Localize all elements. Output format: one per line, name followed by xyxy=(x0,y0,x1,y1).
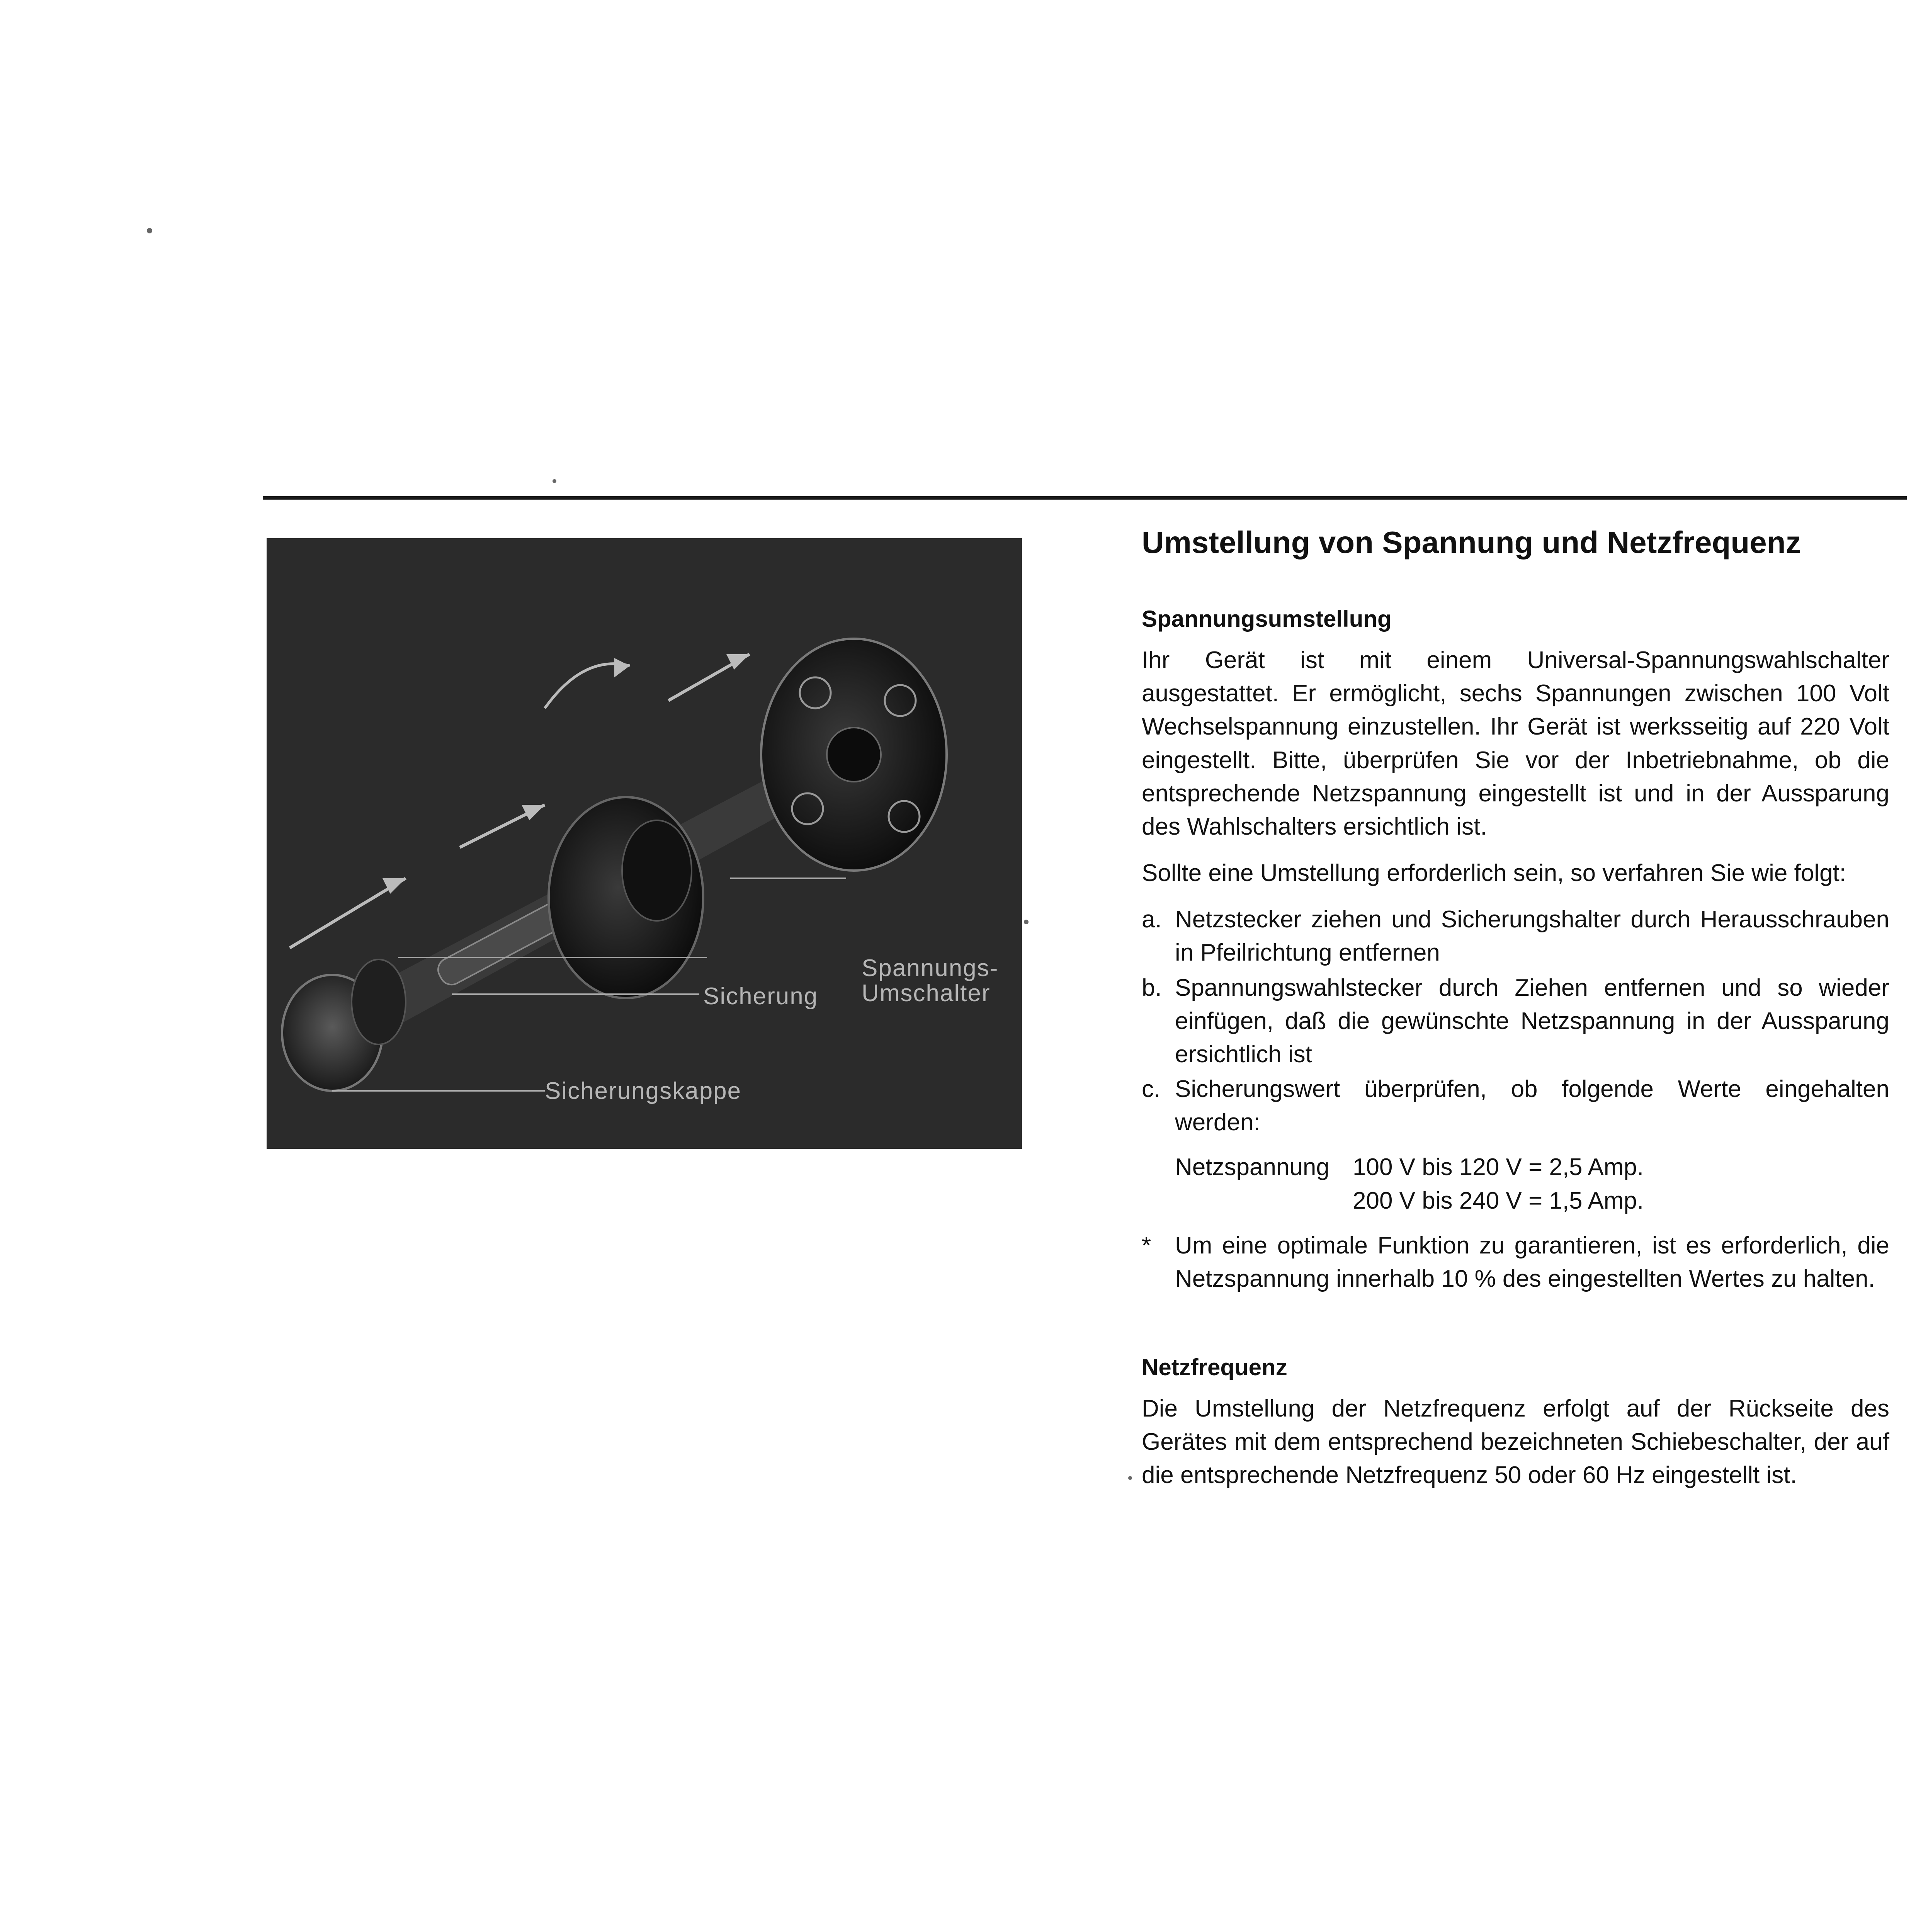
frequency-heading: Netzfrequenz xyxy=(1142,1354,1287,1381)
voltage-section xyxy=(1142,605,1889,1296)
step-marker: c. xyxy=(1142,1076,1161,1103)
scan-speck xyxy=(553,479,556,483)
step-marker: b. xyxy=(1142,974,1162,1001)
fuse-voltage-selector-photo xyxy=(267,538,1022,1149)
fuse-value-table xyxy=(1142,1151,1889,1217)
header-rule xyxy=(263,496,1907,500)
exploded-view-illustration xyxy=(267,538,1022,1149)
text-column xyxy=(1142,526,1889,1505)
tolerance-note xyxy=(1142,1229,1889,1296)
list-item xyxy=(1142,1073,1889,1139)
step-text: Spannungswahlstecker durch Ziehen entfernen und so wieder einfügen, daß die gewünschte Netzspannung in der Aussparung ersichtlich ist xyxy=(1175,974,1889,1068)
table-row: 200 V bis 240 V = 1,5 Amp. xyxy=(1353,1187,1644,1214)
procedure-steps xyxy=(1142,903,1889,1139)
step-marker: a. xyxy=(1142,906,1162,933)
scan-speck xyxy=(1128,1476,1132,1480)
label-sicherung: Sicherung xyxy=(703,983,818,1010)
list-item xyxy=(1142,971,1889,1071)
table-label: Netzspannung xyxy=(1175,1154,1329,1181)
scan-speck xyxy=(1024,920,1029,924)
scan-speck xyxy=(147,228,152,233)
voltage-heading: Spannungsumstellung xyxy=(1142,606,1392,632)
frequency-text: Die Umstellung der Netzfrequenz erfolgt auf der Rückseite des Gerätes mit dem entsprechend bezeichneten Schiebeschalter, der auf die entsprechende Netzfrequenz 50 oder 60 Hz eingestellt ist. xyxy=(1142,1395,1889,1489)
note-marker: * xyxy=(1142,1232,1151,1259)
frequency-section xyxy=(1142,1354,1889,1492)
label-sicherungskappe: Sicherungskappe xyxy=(545,1078,742,1104)
label-spannungsumschalter: Spannungs- Umschalter xyxy=(862,955,999,1007)
page-title: Umstellung von Spannung und Netzfrequenz xyxy=(1142,525,1801,560)
table-row: 100 V bis 120 V = 2,5 Amp. xyxy=(1353,1154,1644,1181)
list-item xyxy=(1142,903,1889,969)
voltage-intro: Ihr Gerät ist mit einem Universal-Spannungswahlschalter ausgestattet. Er ermöglicht, sechs Spannungen zwischen 100 Volt Wechselspannung einzustellen. Ihr Gerät ist werksseitig auf 220 Volt eingestellt. Bitte, überprüfen Sie vor der Inbetriebnahme, ob die entsprechende Netzspannung eingestellt ist und in der Aussparung des Wahlschalters ersichtlich ist. xyxy=(1142,647,1889,840)
step-text: Sicherungswert überprüfen, ob folgende Werte eingehalten werden: xyxy=(1175,1076,1889,1136)
voltage-lead: Sollte eine Umstellung erforderlich sein, so verfahren Sie wie folgt: xyxy=(1142,860,1846,887)
note-text: Um eine optimale Funktion zu garantieren, ist es erforderlich, die Netzspannung innerhalb 10 % des eingestellten Wertes zu halten. xyxy=(1175,1232,1889,1292)
step-text: Netzstecker ziehen und Sicherungshalter durch Herausschrauben in Pfeilrichtung entfernen xyxy=(1175,906,1889,966)
